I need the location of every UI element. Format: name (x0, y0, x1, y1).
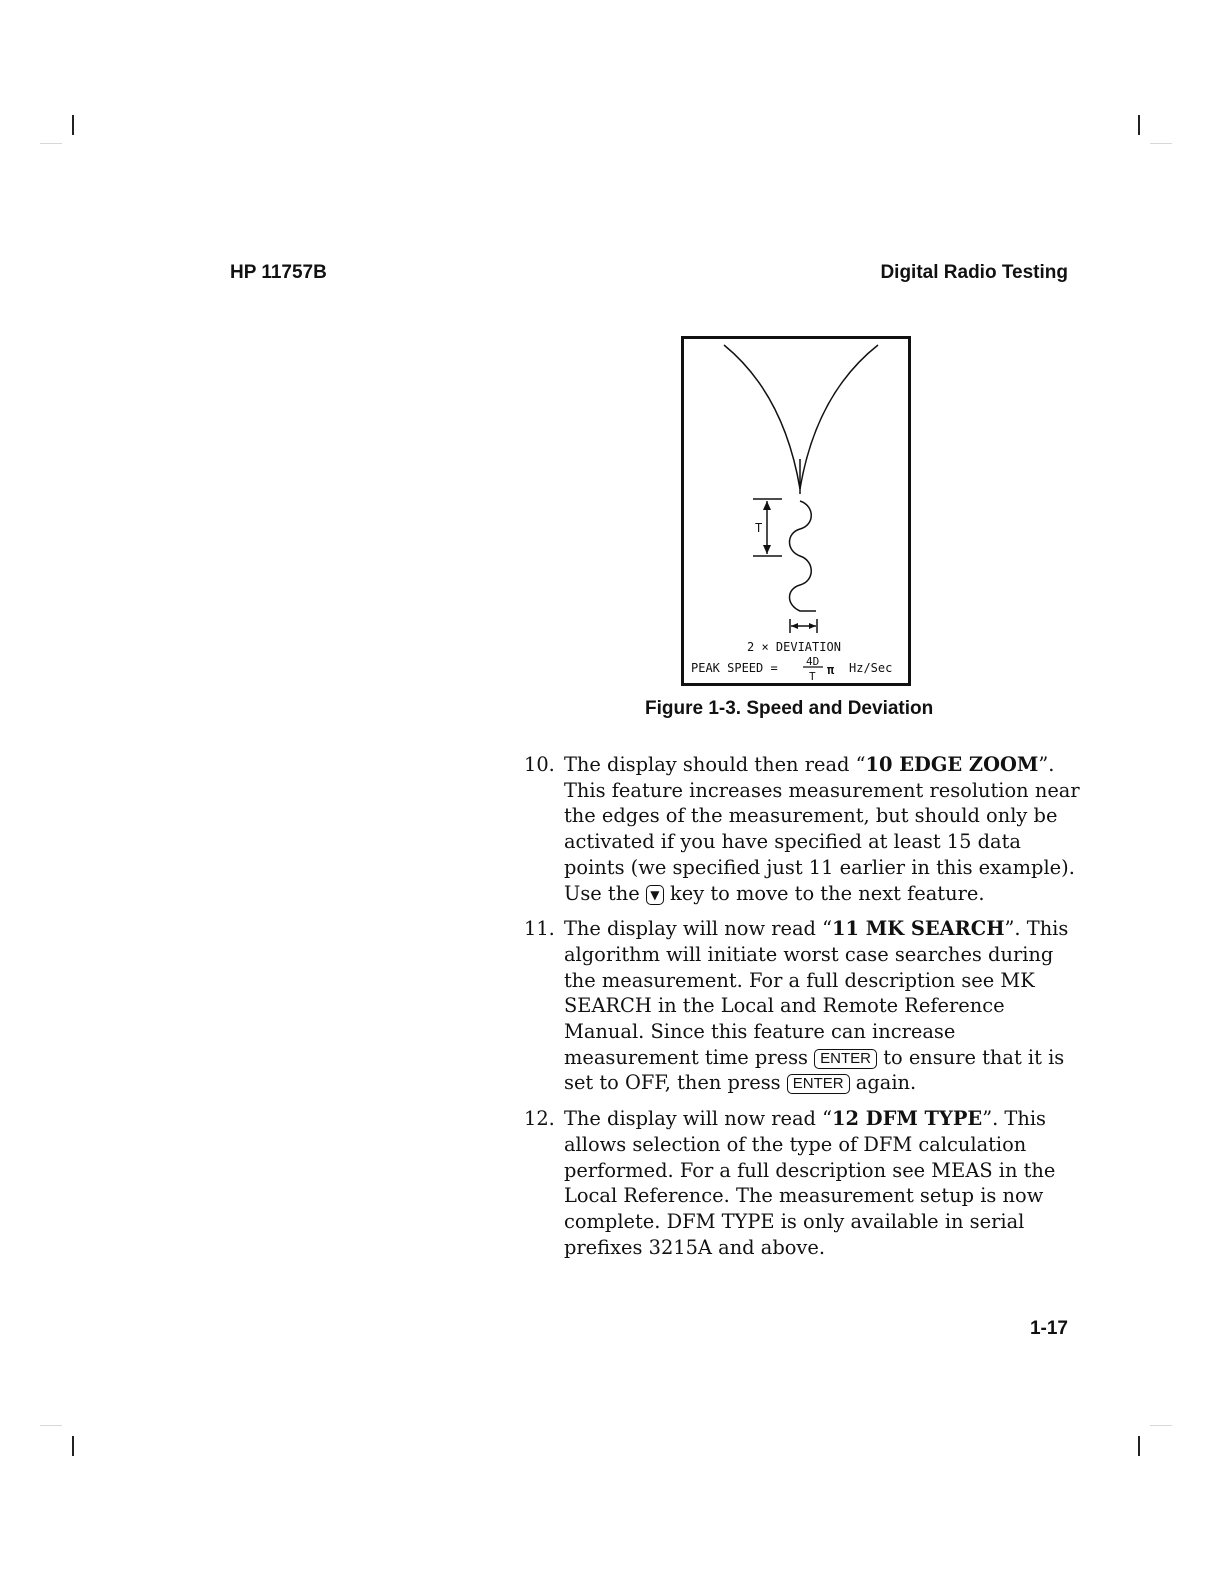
header-section-title: Digital Radio Testing (880, 262, 1068, 283)
enter-key-icon: ENTER (814, 1049, 877, 1069)
header-product: HP 11757B (230, 262, 327, 283)
crop-mark-bottom-right-h (1150, 1425, 1172, 1426)
formula-prefix: PEAK SPEED = (691, 661, 778, 675)
crop-mark-top-right-h (1150, 143, 1172, 144)
page-number: 1-17 (1029, 1318, 1068, 1339)
deviation-arrow-head-right (809, 623, 816, 629)
step-number: 12. (524, 1107, 555, 1131)
crop-mark-bottom-right (1138, 1436, 1140, 1456)
crop-mark-top-right (1138, 115, 1140, 135)
display-readout: 12 DFM TYPE (832, 1107, 983, 1131)
down-arrow-key-icon: ▼ (646, 885, 664, 905)
step-number: 11. (524, 917, 555, 941)
formula-unit: Hz/Sec (849, 661, 893, 675)
period-arrow-head-bottom (763, 545, 771, 554)
step-text-pre: The display will now read “ (564, 917, 833, 941)
step-12 (524, 1106, 1084, 1260)
cusp-curve-right (800, 345, 878, 489)
step-10 (524, 752, 1084, 906)
deviation-label: 2 × DEVIATION (747, 640, 841, 654)
step-11 (524, 916, 1084, 1096)
crop-mark-top-left (72, 115, 74, 135)
step-text-post3: again. (855, 1071, 917, 1095)
step-text-post2: to ensure that it is set to OFF, then press (564, 1045, 1065, 1095)
speed-deviation-figure (681, 336, 911, 686)
period-label: T (755, 521, 763, 535)
display-readout: 10 EDGE ZOOM (865, 753, 1039, 776)
figure-drawing (684, 339, 908, 683)
crop-mark-bottom-left-h (40, 1425, 62, 1426)
step-text-post: ”. This algorithm will initiate worst case searches during the measurement. For a full description see MK SEARCH in the Local and Remote Reference Manual. Since this feature can increase measurement time press (564, 917, 1069, 1069)
crop-mark-top-left-h (40, 143, 62, 144)
formula-denominator: T (809, 670, 816, 683)
oscillation-trace (790, 501, 817, 611)
display-readout: 11 MK SEARCH (832, 917, 1005, 941)
formula-pi: π (827, 663, 835, 677)
step-text-pre: The display should then read “ (564, 753, 866, 776)
enter-key-icon: ENTER (787, 1074, 850, 1094)
formula-numerator: 4D (806, 655, 820, 668)
step-number: 10. (524, 753, 555, 776)
figure-caption: Figure 1-3. Speed and Deviation (645, 698, 934, 719)
period-arrow-head-top (763, 501, 771, 510)
step-text-post: ”. This allows selection of the type of DFM calculation performed. For a full description see MEAS in the Local Reference. The measurement setup is now complete. DFM TYPE is only available in serial prefixes 3215A and above. (564, 1107, 1056, 1259)
step-text-pre: The display will now read “ (564, 1107, 833, 1131)
deviation-arrow-head-left (791, 623, 798, 629)
cusp-curve-left (724, 345, 800, 489)
procedure-steps (524, 752, 1084, 1270)
step-text-post: ”. This feature increases measurement resolution near the edges of the measurement, but should only be activated if you have specified at least 15 data points (we specified just 11 earlier in this example). Use the (564, 753, 1080, 905)
crop-mark-bottom-left (72, 1436, 74, 1456)
step-text-post2: key to move to the next feature. (670, 881, 985, 905)
